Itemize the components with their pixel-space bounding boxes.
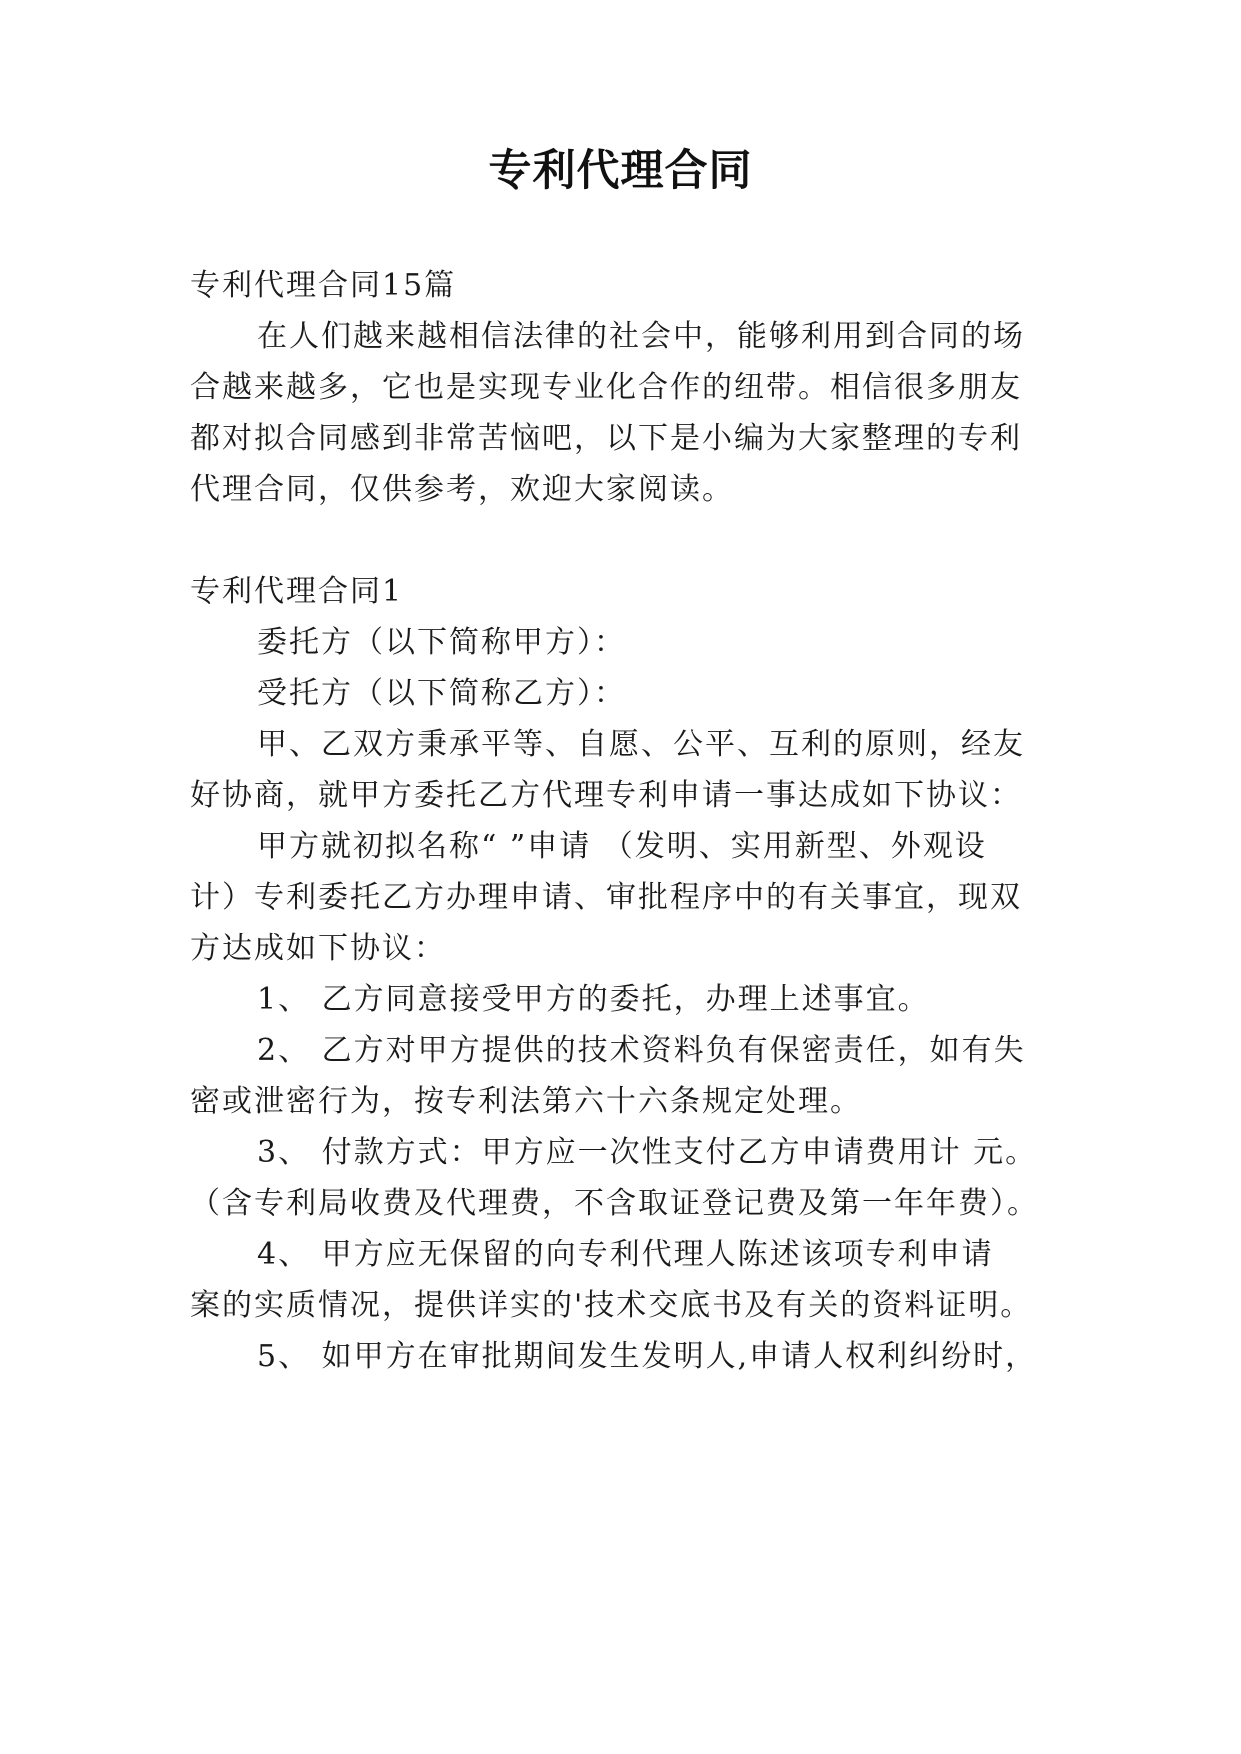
body-line: 方达成如下协议： bbox=[190, 931, 446, 966]
intro-line: 都对拟合同感到非常苦恼吧，以下是小编为大家整理的专利 bbox=[190, 421, 1022, 456]
section-heading: 专利代理合同1 bbox=[190, 574, 404, 609]
body-line: 甲、乙双方秉承平等、自愿、公平、互利的原则，经友 bbox=[257, 727, 1025, 762]
body-line: 3、 付款方式：甲方应一次性支付乙方申请费用计 元。 bbox=[257, 1135, 1038, 1170]
body-line: 委托方（以下简称甲方）： bbox=[257, 625, 626, 660]
body-line: 计）专利委托乙方办理申请、审批程序中的有关事宜，现双 bbox=[190, 880, 1022, 915]
intro-line: 代理合同，仅供参考，欢迎大家阅读。 bbox=[190, 472, 734, 507]
body-line: 1、 乙方同意接受甲方的委托，办理上述事宜。 bbox=[257, 982, 930, 1017]
body-line: 甲方就初拟名称“ ”申请 （发明、实用新型、外观设 bbox=[257, 829, 987, 864]
body-line: 密或泄密行为，按专利法第六十六条规定处理。 bbox=[190, 1084, 862, 1119]
body-line: 好协商，就甲方委托乙方代理专利申请一事达成如下协议： bbox=[190, 778, 1022, 813]
body-line: 5、 如甲方在审批期间发生发明人,申请人权利纠纷时， bbox=[257, 1339, 1038, 1374]
document-title: 专利代理合同 bbox=[488, 146, 753, 196]
body-line: （含专利局收费及代理费，不含取证登记费及第一年年费）。 bbox=[190, 1186, 1039, 1221]
intro-line: 在人们越来越相信法律的社会中，能够利用到合同的场 bbox=[257, 319, 1025, 354]
body-line: 案的实质情况，提供详实的'技术交底书及有关的资料证明。 bbox=[190, 1288, 1033, 1323]
body-line: 4、 甲方应无保留的向专利代理人陈述该项专利申请 bbox=[257, 1237, 994, 1272]
body-line: 受托方（以下简称乙方）： bbox=[257, 676, 626, 711]
body-line: 2、 乙方对甲方提供的技术资料负有保密责任，如有失 bbox=[257, 1033, 1026, 1068]
intro-heading: 专利代理合同15篇 bbox=[190, 268, 457, 303]
intro-line: 合越来越多，它也是实现专业化合作的纽带。相信很多朋友 bbox=[190, 370, 1022, 405]
